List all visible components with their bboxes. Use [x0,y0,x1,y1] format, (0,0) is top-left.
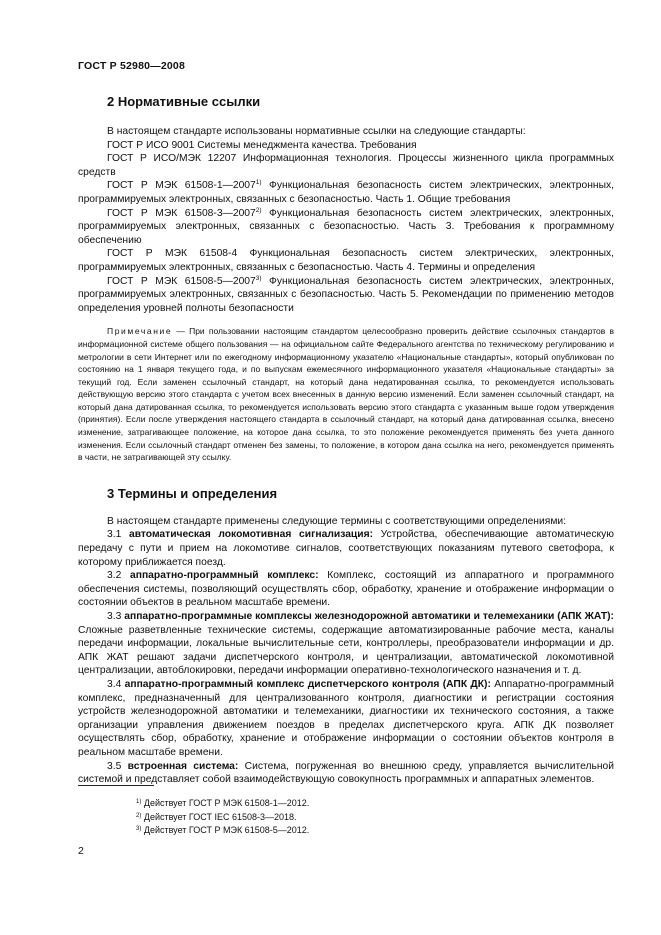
term: аппаратно-программные комплексы железнодорожной автоматики и телемеханики (АПК ЖАТ): [124,611,614,622]
footnote-separator [78,785,154,786]
footnote-ref: 1) [255,179,262,187]
footnote: $^{1)}$ Действует ГОСТ Р МЭК 61508-1—2012. [136,798,310,808]
term: встроенная система: [127,760,239,772]
term: аппаратно-программный комплекс диспетчерского контроля (АПК ДК): [124,678,491,690]
definition-item: 3.2 аппаратно-программный комплекс: Комплекс, состоящий из аппаратного и программного обеспечения системы, позволяющий осуществлять сбор, обработку, хранение и отображение информации о состоянии объектов в реальном масштабе времени. [78,570,614,609]
footnote: $^{3)}$ Действует ГОСТ Р МЭК 61508-5—2012. [136,825,310,835]
reference-item: ГОСТ Р МЭК 61508-1—2007$^{1)}$ Функциональная безопасность систем электрических, электронных, программируемых электронных, связанных с безопасностью. Часть 1. Общие требования [78,179,614,205]
footnote-ref: 3) [255,274,262,282]
section-2-title: 2 Нормативные ссылки [107,94,261,109]
definition-item: 3.4 аппаратно-программный комплекс диспетчерского контроля (АПК ДК): Аппаратно-программный комплекс, предназначенный для централизованного контроля, диагностики и регистрации состояния устройств железнодорожной автоматики и телемеханики, диагностики их технического состояния, а также организации управления движением поездов в пределах диспетчерского круга. АПК ДК позволяет осуществлять сбор, обработку, хранение и отображение информации о состоянии объектов контроля в реальном масштабе времени. [78,678,614,758]
reference-item: ГОСТ Р МЭК 61508-3—2007$^{2)}$ Функциональная безопасность систем электрических, электронных, программируемых электронных, связанных с безопасностью. Часть 3. Требования к программному обеспечению [78,206,614,246]
document-code: ГОСТ Р 52980—2008 [78,60,186,72]
content [78,84,614,787]
note [78,325,614,464]
section-3-intro: В настоящем стандарте применены следующие термины с соответствующими определениями: [107,515,567,527]
definition-list [78,528,614,786]
footnote-ref: 2) [255,206,262,214]
definition-item: 3.1 автоматическая локомотивная сигнализация: Устройства, обеспечивающие автоматическую передачу с пути и прием на локомотиве сигналов, соответствующих показаниям путевого светофора, к которому приближается поезд. [78,529,614,568]
reference-item: ГОСТ Р МЭК 61508-5—2007$^{3)}$ Функциональная безопасность систем электрических, электронных, программируемых электронных, связанных с безопасностью. Часть 5. Рекомендации по применению методов определения уровней полноты безопасности [78,274,614,314]
note-label: Примечание [107,326,173,337]
page-number: 2 [78,845,84,857]
reference-item: ГОСТ Р ИСО 9001 Системы менеджмента качества. Требования [107,139,417,151]
note-text: — При пользовании настоящим стандартом целесообразно проверить действие ссылочных стандартов в информационной системе общего пользования — на официальном сайте Федерального агентства по техническому регулированию и метрологии в сети Интернет или по ежегодному информационному указателю «Национальные стандарты», который опубликован по состоянию на 1 января текущего года, и по выпускам ежемесячного информационного указателя «Национальные стандарты» за текущий год. Если заменен ссылочный стандарт, на который дана недатированная ссылка, то рекомендуется использовать действующую версию этого стандарта с учетом всех внесенных в данную версию изменений. Если заменен ссылочный стандарт, на который дана датированная ссылка, то рекомендуется использовать версию этого стандарта с указанным выше годом утверждения (принятия). Если после утверждения настоящего стандарта в ссылочный стандарт, на который дана датированная ссылка, внесено изменение, затрагивающее положение, на которое дана ссылка, то это положение рекомендуется применять без учета данного изменения. Если ссылочный стандарт отменен без замены, то положение, в котором дана ссылка на него, рекомендуется применять в части, не затрагивающей эту ссылку. [78,326,614,463]
definition-item: 3.5 встроенная система: Система, погруженная во внешнюю среду, управляется вычислительной системой и представляет собой взаимодействующую совокупность программных и аппаратных элементов. [78,760,614,786]
section-2-intro: В настоящем стандарте использованы нормативные ссылки на следующие стандарты: [107,126,526,137]
definition-item: 3.3 аппаратно-программные комплексы железнодорожной автоматики и телемеханики (АПК ЖАТ): Сложные разветвленные технические системы, содержащие автоматизированные рабочие места, каналы передачи информации, локальные вычислительные сети, контроллеры, преобразователи информации и др. АПК ЖАТ решают задачи диспетчерского контроля, и централизации, автоматической локомотивной централизации, автоблокировки, передачи информации оперативно-технологического назначения и т. д. [78,611,614,677]
reference-item: ГОСТ Р ИСО/МЭК 12207 Информационная технология. Процессы жизненного цикла программных средств [78,153,614,178]
footnotes [78,797,614,838]
reference-list [78,139,614,316]
reference-item: ГОСТ Р МЭК 61508-4 Функциональная безопасность систем электрических, электронных, программируемых электронных, связанных с безопасностью. Часть 4. Термины и определения [78,248,614,273]
term: автоматическая локомотивная сигнализация: [128,529,374,541]
footnote: $^{2)}$ Действует ГОСТ IEC 61508-3—2018. [136,811,297,822]
term: аппаратно-программный комплекс: [130,570,319,582]
section-3-title: 3 Термины и определения [107,485,278,501]
